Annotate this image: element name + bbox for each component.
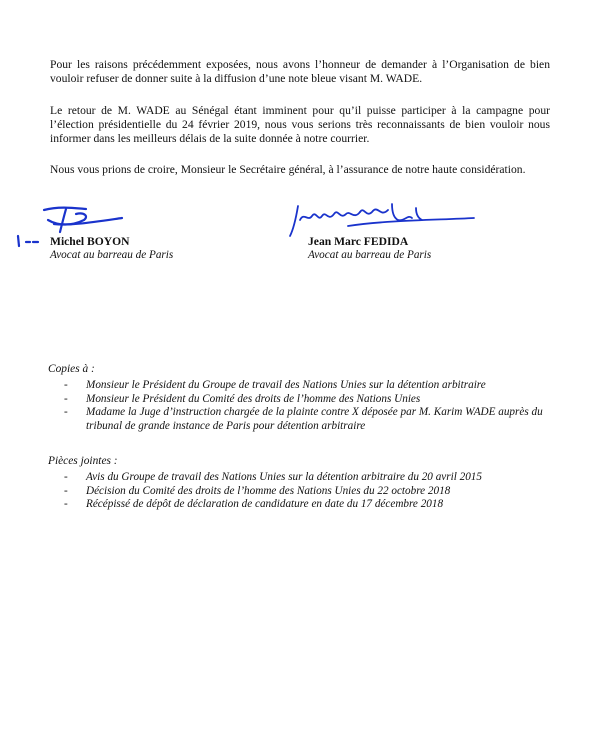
signature-right-image [288,198,478,238]
list-dash: - [64,379,68,391]
signatory-right-title: Avocat au barreau de Paris [308,249,432,261]
list-item: - Monsieur le Président du Groupe de travail des Nations Unies sur la détention arbitraire [64,379,486,391]
signatory-left-title: Avocat au barreau de Paris [50,249,174,261]
list-item: - Madame la Juge d’instruction chargée de la plainte contre X déposée par M. Karim WADE auprès du tribunal de grande instance de Paris pour détention arbitraire [64,406,543,432]
attachments-list [64,471,564,512]
copies-heading: Copies à : [48,363,95,375]
list-dash: - [64,392,68,405]
list-dash: - [64,498,68,511]
list-dash: - [64,406,68,419]
list-item: - Décision du Comité des droits de l’homme des Nations Unies du 22 octobre 2018 [64,484,451,497]
signatory-right-name: Jean Marc FEDIDA [308,235,409,248]
paragraph-closing: Nous vous prions de croire, Monsieur le Secrétaire général, à l’assurance de notre haute considération. [50,163,526,176]
list-dash: - [64,471,68,483]
list-item: - Monsieur le Président du Comité des droits de l’homme des Nations Unies [64,392,421,405]
list-dash: - [64,484,68,497]
paragraph-return: Le retour de M. WADE au Sénégal étant imminent pour qu’il puisse participer à la campagne pour l’élection présidentielle du 24 février 2019, nous vous serions très reconnaissants de bien vouloir nous informer dans les meilleurs délais de la suite donnée à notre courrier. [50,104,550,146]
signatory-left-name: Michel BOYON [50,235,130,248]
paragraph-request: Pour les raisons précédemment exposées, nous avons l’honneur de demander à l’Organisation de bien vouloir refuser de donner suite à la diffusion d’une note bleue visant M. WADE. [50,58,550,86]
copies-list [64,379,564,433]
attachments-heading: Pièces jointes : [48,455,118,467]
list-item: - Récépissé de dépôt de déclaration de candidature en date du 17 décembre 2018 [64,498,444,511]
list-item: - Avis du Groupe de travail des Nations Unies sur la détention arbitraire du 20 avril 2015 [64,471,482,483]
